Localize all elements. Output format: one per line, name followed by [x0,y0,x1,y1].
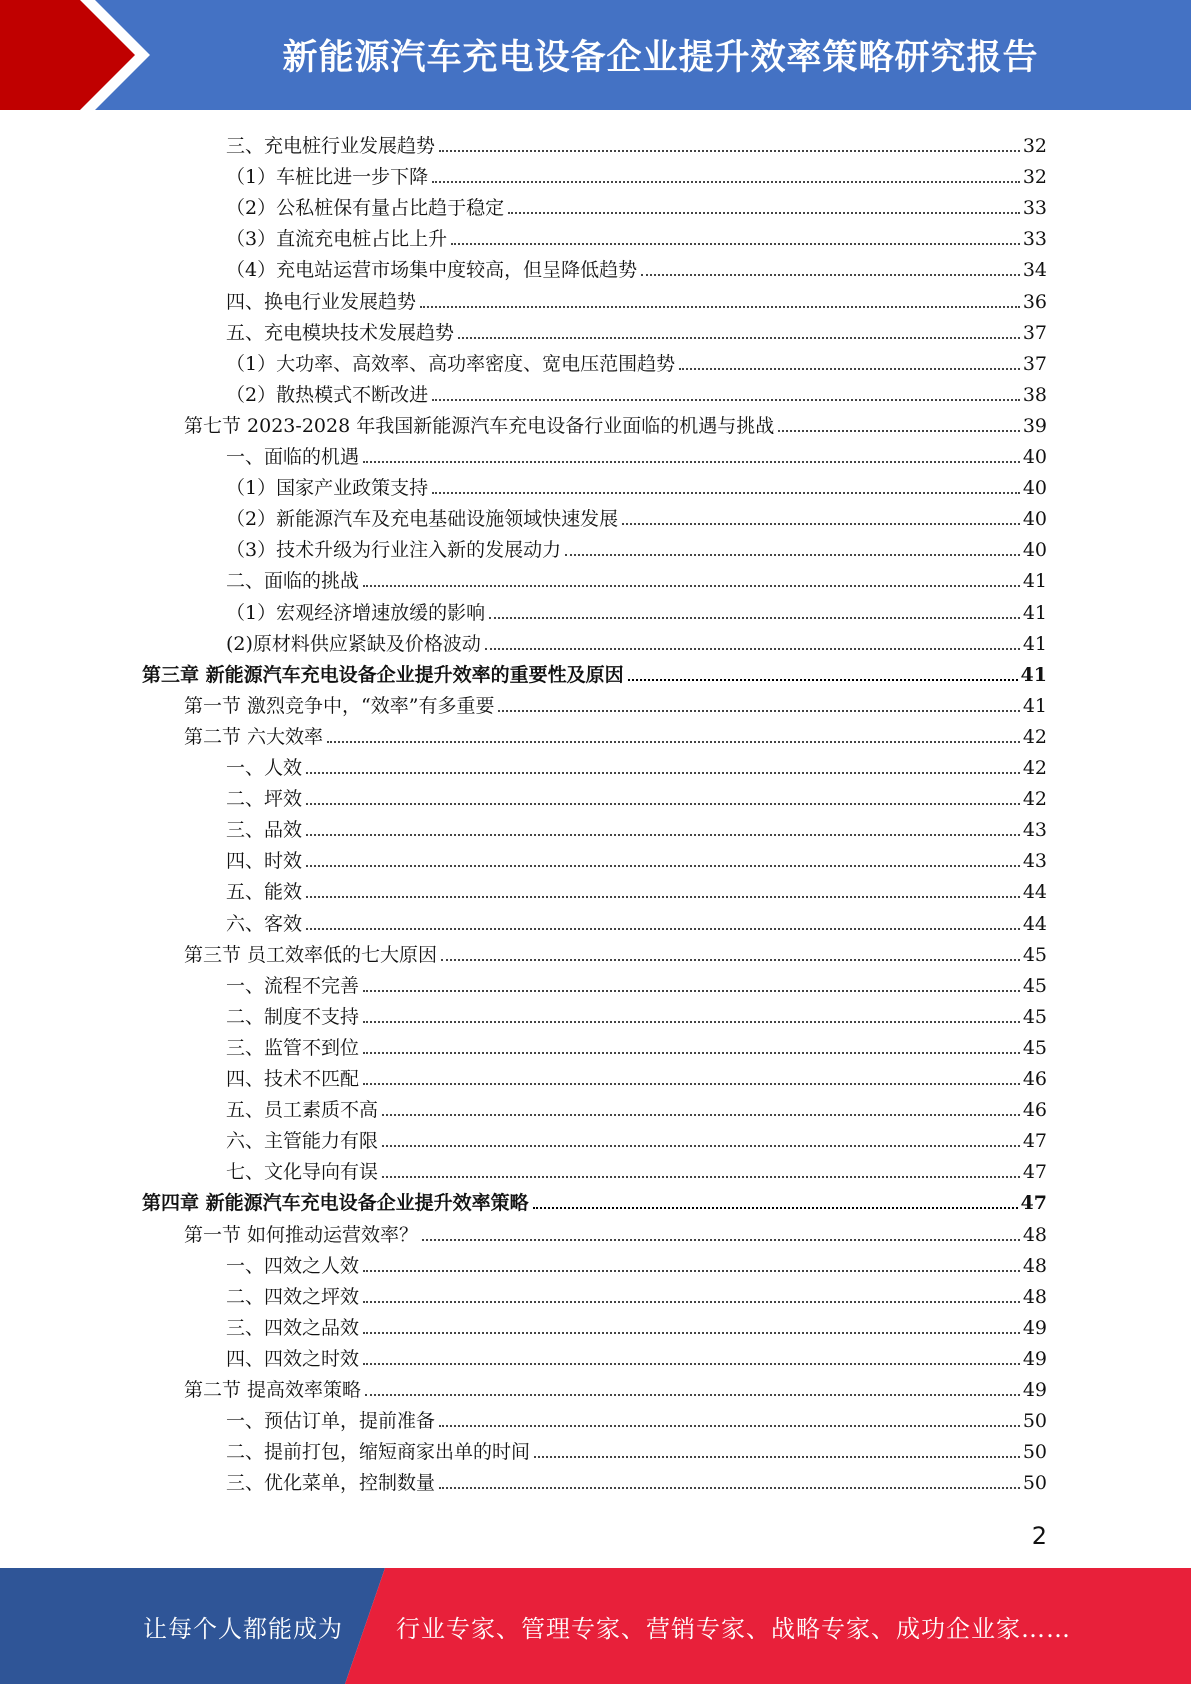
toc-entry-page: 41 [1022,632,1047,655]
toc-leader-dots [306,772,1020,774]
toc-entry-page: 49 [1022,1379,1047,1401]
toc-entry-page: 45 [1022,1036,1047,1059]
toc-entry[interactable] [226,905,1047,936]
toc-entry[interactable] [226,127,1047,158]
toc-entry[interactable] [226,1433,1047,1464]
toc-entry[interactable] [226,562,1047,593]
toc-leader-dots [679,368,1020,370]
toc-leader-dots [641,274,1020,276]
toc-entry-page: 45 [1022,974,1047,997]
toc-entry-page: 50 [1022,1441,1047,1464]
toc-entry-label: 第四章 新能源汽车充电设备企业提升效率策略 [142,1192,529,1215]
toc-entry-page: 48 [1022,1285,1047,1308]
toc-entry-page: 50 [1022,1410,1047,1433]
toc-entry-page: 32 [1022,135,1047,157]
toc-entry-page: 40 [1022,446,1047,468]
toc-entry[interactable] [226,345,1047,376]
toc-leader-dots [534,1456,1020,1458]
toc-entry[interactable] [226,1091,1047,1122]
toc-entry-label: 第一节 如何推动运营效率？ [184,1223,419,1246]
toc-entry[interactable] [184,1216,1047,1247]
toc-entry[interactable] [226,189,1047,220]
toc-entry-label: 四、时效 [226,850,303,873]
toc-entry-page: 43 [1022,850,1047,873]
toc-entry-page: 41 [1020,663,1047,686]
toc-entry-page: 33 [1022,228,1047,251]
toc-entry-label: （1）宏观经济增速放缓的影响 [226,601,486,624]
page-footer [0,1568,1191,1684]
toc-leader-dots [489,617,1020,619]
toc-entry[interactable] [142,1184,1047,1215]
toc-entry-label: 第三节 员工效率低的七大原因 [184,943,438,966]
toc-leader-dots [498,710,1019,712]
toc-entry-page: 39 [1022,414,1047,437]
toc-entry[interactable] [226,1309,1047,1340]
toc-entry-label: 三、监管不到位 [226,1036,360,1059]
toc-leader-dots [363,1021,1020,1023]
toc-entry-page: 49 [1022,1347,1047,1370]
toc-leader-dots [365,1394,1020,1396]
toc-entry-label: 二、提前打包，缩短商家出单的时间 [226,1441,531,1464]
toc-entry[interactable] [226,594,1047,625]
toc-entry[interactable] [226,283,1047,314]
toc-entry[interactable] [142,656,1047,687]
page-number: 2 [1031,1522,1047,1550]
toc-leader-dots [441,959,1020,961]
toc-entry[interactable] [226,1122,1047,1153]
toc-entry-page: 50 [1022,1472,1047,1495]
toc-leader-dots [432,492,1020,494]
toc-entry-page: 45 [1022,1005,1047,1028]
toc-entry-page: 44 [1022,912,1047,935]
toc-entry[interactable] [226,1402,1047,1433]
toc-entry-label: （1）车桩比进一步下降 [226,166,429,189]
toc-leader-dots [382,1176,1020,1178]
toc-leader-dots [622,523,1020,525]
toc-entry[interactable] [226,967,1047,998]
toc-leader-dots [363,1363,1020,1365]
toc-entry-label: 二、坪效 [226,788,303,811]
toc-entry[interactable] [226,873,1047,904]
toc-entry-page: 40 [1022,539,1047,562]
toc-leader-dots [451,243,1020,245]
toc-entry-page: 40 [1022,477,1047,500]
toc-entry-page: 32 [1022,166,1047,189]
toc-entry[interactable] [184,936,1047,967]
toc-entry[interactable] [226,1340,1047,1371]
toc-leader-dots [306,896,1020,898]
toc-entry[interactable] [226,1153,1047,1184]
toc-entry[interactable] [226,1060,1047,1091]
toc-leader-dots [432,399,1020,401]
toc-entry-label: 三、品效 [226,819,303,842]
toc-entry-page: 41 [1022,601,1047,624]
toc-entry-page: 34 [1022,259,1047,282]
toc-entry-page: 47 [1020,1192,1047,1215]
toc-entry-label: （3）技术升级为行业注入新的发展动力 [226,539,562,562]
toc-leader-dots [363,585,1020,587]
toc-entry-label: 三、优化菜单，控制数量 [226,1472,436,1495]
toc-entry-label: 六、客效 [226,912,303,935]
footer-slogan-left: 让每个人都能成为 [143,1614,343,1643]
toc-entry-label: 第七节 2023-2028 年我国新能源汽车充电设备行业面临的机遇与挑战 [184,414,775,437]
toc-entry[interactable] [184,1371,1047,1402]
toc-entry-page: 43 [1022,819,1047,842]
toc-leader-dots [420,306,1020,308]
toc-entry[interactable] [226,1464,1047,1495]
toc-entry-label: 七、文化导向有误 [226,1161,379,1184]
report-title: 新能源汽车充电设备企业提升效率策略研究报告 [282,38,1039,78]
toc-entry-page: 42 [1022,788,1047,811]
toc-entry-page: 46 [1022,1099,1047,1122]
toc-entry-label: 三、四效之品效 [226,1316,360,1339]
toc-entry[interactable] [226,531,1047,562]
toc-leader-dots [327,741,1020,743]
toc-entry[interactable] [226,625,1047,656]
toc-leader-dots [363,1332,1020,1334]
toc-entry-label: 五、充电模块技术发展趋势 [226,321,455,344]
toc-entry-page: 42 [1022,757,1047,779]
toc-entry-label: 第一节 激烈竞争中，“效率”有多重要 [184,694,495,717]
toc-entry[interactable] [226,438,1047,469]
toc-entry-label: 四、技术不匹配 [226,1068,360,1090]
toc-entry-label: 一、预估订单，提前准备 [226,1410,436,1433]
toc-entry-label: 四、换电行业发展趋势 [226,290,417,313]
toc-entry-label: 二、面临的挑战 [226,570,360,593]
toc-entry-page: 44 [1022,881,1047,904]
toc-entry[interactable] [226,842,1047,873]
toc-entry-label: 二、四效之坪效 [226,1285,360,1308]
toc-leader-dots [306,803,1020,805]
toc-entry-label: 第二节 六大效率 [184,725,324,748]
header-chevron-icon [0,0,160,110]
toc-entry-label: 四、四效之时效 [226,1347,360,1370]
toc-entry-page: 33 [1022,197,1047,220]
toc-entry-page: 46 [1022,1068,1047,1090]
toc-leader-dots [508,212,1020,214]
toc-leader-dots [565,554,1020,556]
toc-leader-dots [439,150,1020,152]
toc-entry-label: （2）散热模式不断改进 [226,383,429,406]
toc-entry-label: （4）充电站运营市场集中度较高，但呈降低趋势 [226,259,638,282]
toc-entry-page: 37 [1022,321,1047,344]
toc-leader-dots [485,648,1020,650]
toc-entry[interactable] [184,687,1047,718]
footer-slogan-right: 行业专家、管理专家、营销专家、战略专家、成功企业家…… [396,1614,1071,1643]
toc-entry-page: 41 [1022,570,1047,593]
toc-entry[interactable] [226,1029,1047,1060]
toc-entry-page: 38 [1022,383,1047,406]
toc-leader-dots [778,430,1020,432]
toc-entry-label: 一、人效 [226,757,303,779]
toc-leader-dots [458,337,1020,339]
toc-leader-dots [533,1207,1018,1209]
toc-entry[interactable] [226,811,1047,842]
toc-entry-label: （3）直流充电桩占比上升 [226,228,448,251]
toc-entry[interactable] [226,998,1047,1029]
toc-entry-label: 一、面临的机遇 [226,446,360,468]
toc-leader-dots [363,1270,1020,1272]
toc-leader-dots [382,1114,1020,1116]
toc-leader-dots [306,928,1020,930]
toc-leader-dots [363,1301,1020,1303]
toc-entry-label: 六、主管能力有限 [226,1130,379,1153]
toc-entry[interactable] [226,376,1047,407]
toc-entry[interactable] [226,251,1047,282]
toc-entry[interactable] [226,1278,1047,1309]
toc-entry-label: （1）国家产业政策支持 [226,477,429,500]
toc-leader-dots [432,181,1020,183]
toc-leader-dots [439,1487,1020,1489]
toc-entry-label: 三、充电桩行业发展趋势 [226,135,436,157]
toc-entry-page: 47 [1022,1130,1047,1153]
toc-entry[interactable] [184,718,1047,749]
page-header [0,0,1191,110]
toc-leader-dots [628,679,1018,681]
toc-entry-page: 42 [1022,725,1047,748]
toc-entry-page: 48 [1022,1254,1047,1277]
toc-leader-dots [363,461,1020,463]
toc-entry-page: 48 [1022,1223,1047,1246]
toc-entry-page: 40 [1022,508,1047,531]
toc-entry-label: 第二节 提高效率策略 [184,1379,362,1401]
toc-entry-page: 36 [1022,290,1047,313]
toc-entry-page: 47 [1022,1161,1047,1184]
toc-entry-label: 五、员工素质不高 [226,1099,379,1122]
toc-leader-dots [306,865,1020,867]
toc-entry[interactable] [184,407,1047,438]
toc-entry[interactable] [226,220,1047,251]
toc-leader-dots [363,990,1020,992]
toc-entry-page: 41 [1022,694,1047,717]
toc-entry[interactable] [226,314,1047,345]
toc-entry[interactable] [226,780,1047,811]
toc-leader-dots [306,834,1020,836]
toc-entry[interactable] [226,1247,1047,1278]
toc-entry-page: 37 [1022,352,1047,375]
toc-leader-dots [439,1425,1020,1427]
toc-entry-label: (2)原材料供应紧缺及价格波动 [226,632,481,655]
toc-leader-dots [363,1052,1020,1054]
toc-entry-page: 49 [1022,1316,1047,1339]
toc-entry-label: （2）公私桩保有量占比趋于稳定 [226,197,505,220]
toc-entry[interactable] [226,469,1047,500]
toc-entry-label: （1）大功率、高效率、高功率密度、宽电压范围趋势 [226,352,676,375]
toc-entry-label: 二、制度不支持 [226,1005,360,1028]
toc-entry-label: 五、能效 [226,881,303,904]
toc-entry[interactable] [226,500,1047,531]
toc-entry-page: 45 [1022,943,1047,966]
toc-entry-label: 一、流程不完善 [226,974,360,997]
toc-entry[interactable] [226,158,1047,189]
toc-leader-dots [422,1239,1020,1241]
toc-leader-dots [363,1083,1020,1085]
toc-entry[interactable] [226,749,1047,780]
toc-entry-label: 第三章 新能源汽车充电设备企业提升效率的重要性及原因 [142,663,624,686]
toc-leader-dots [382,1145,1020,1147]
toc-entry-label: 一、四效之人效 [226,1254,360,1277]
toc-entry-label: （2）新能源汽车及充电基础设施领域快速发展 [226,508,619,531]
